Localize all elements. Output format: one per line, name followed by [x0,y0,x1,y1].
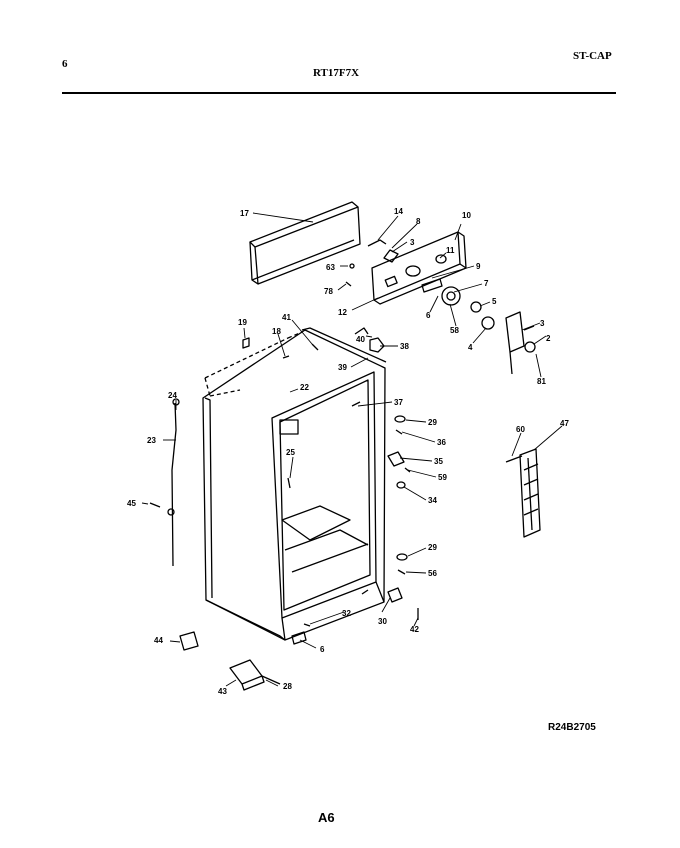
cabinet-liner [203,328,386,640]
callout-label: 2 [546,334,551,343]
callout-label: 63 [326,263,335,272]
callout-label: 59 [438,473,447,482]
callout-label: 5 [492,297,497,306]
callout-label: 44 [154,636,163,645]
callout-label: 9 [476,262,481,271]
callout-label: 11 [446,246,455,255]
callout-label: 38 [400,342,409,351]
callout-label: 43 [218,687,227,696]
callout-label: 45 [127,499,136,508]
top-trim-strip [250,202,360,284]
callout-label: 42 [410,625,419,634]
control-panel [372,232,466,304]
callout-label: 78 [324,287,333,296]
callout-label: 24 [168,391,177,400]
callout-label: 35 [434,457,443,466]
switch-bracket [506,312,535,374]
callout-label: 60 [516,425,525,434]
callout-label: 40 [356,335,365,344]
page-label: A6 [318,810,335,825]
callout-label: 6 [320,645,325,654]
callout-label: 10 [462,211,471,220]
callout-label: 22 [300,383,309,392]
callout-label: 32 [342,609,351,618]
callout-label: 18 [272,327,281,336]
callout-label: 41 [282,313,291,322]
callout-label: 6 [426,311,431,320]
callout-label: 37 [394,398,403,407]
callout-label: 19 [238,318,247,327]
callout-label: 7 [484,279,489,288]
lower-hinge [180,632,280,690]
callout-label: 4 [468,343,473,352]
callout-label: 81 [537,377,546,386]
vertical-rail [506,449,540,537]
callout-label: 29 [428,418,437,427]
callout-label: 29 [428,543,437,552]
section-code: ST-CAP [573,50,612,62]
callout-label: 39 [338,363,347,372]
callout-label: 3 [410,238,415,247]
callout-label: 56 [428,569,437,578]
drawing-code: R24B2705 [548,722,596,733]
callout-label: 14 [394,207,403,216]
callout-label: 47 [560,419,569,428]
page-number: 6 [62,58,68,70]
hinge-rod [168,399,179,566]
callout-label: 12 [338,308,347,317]
callout-label: 23 [147,436,156,445]
callout-label: 36 [437,438,446,447]
callout-label: 3 [540,319,545,328]
model-number: RT17F7X [313,67,360,79]
callout-label: 17 [240,209,249,218]
callout-label: 8 [416,217,421,226]
callout-label: 30 [378,617,387,626]
callout-label: 58 [450,326,459,335]
callout-label: 34 [428,496,437,505]
callout-label: 25 [286,448,295,457]
callout-label: 28 [283,682,292,691]
